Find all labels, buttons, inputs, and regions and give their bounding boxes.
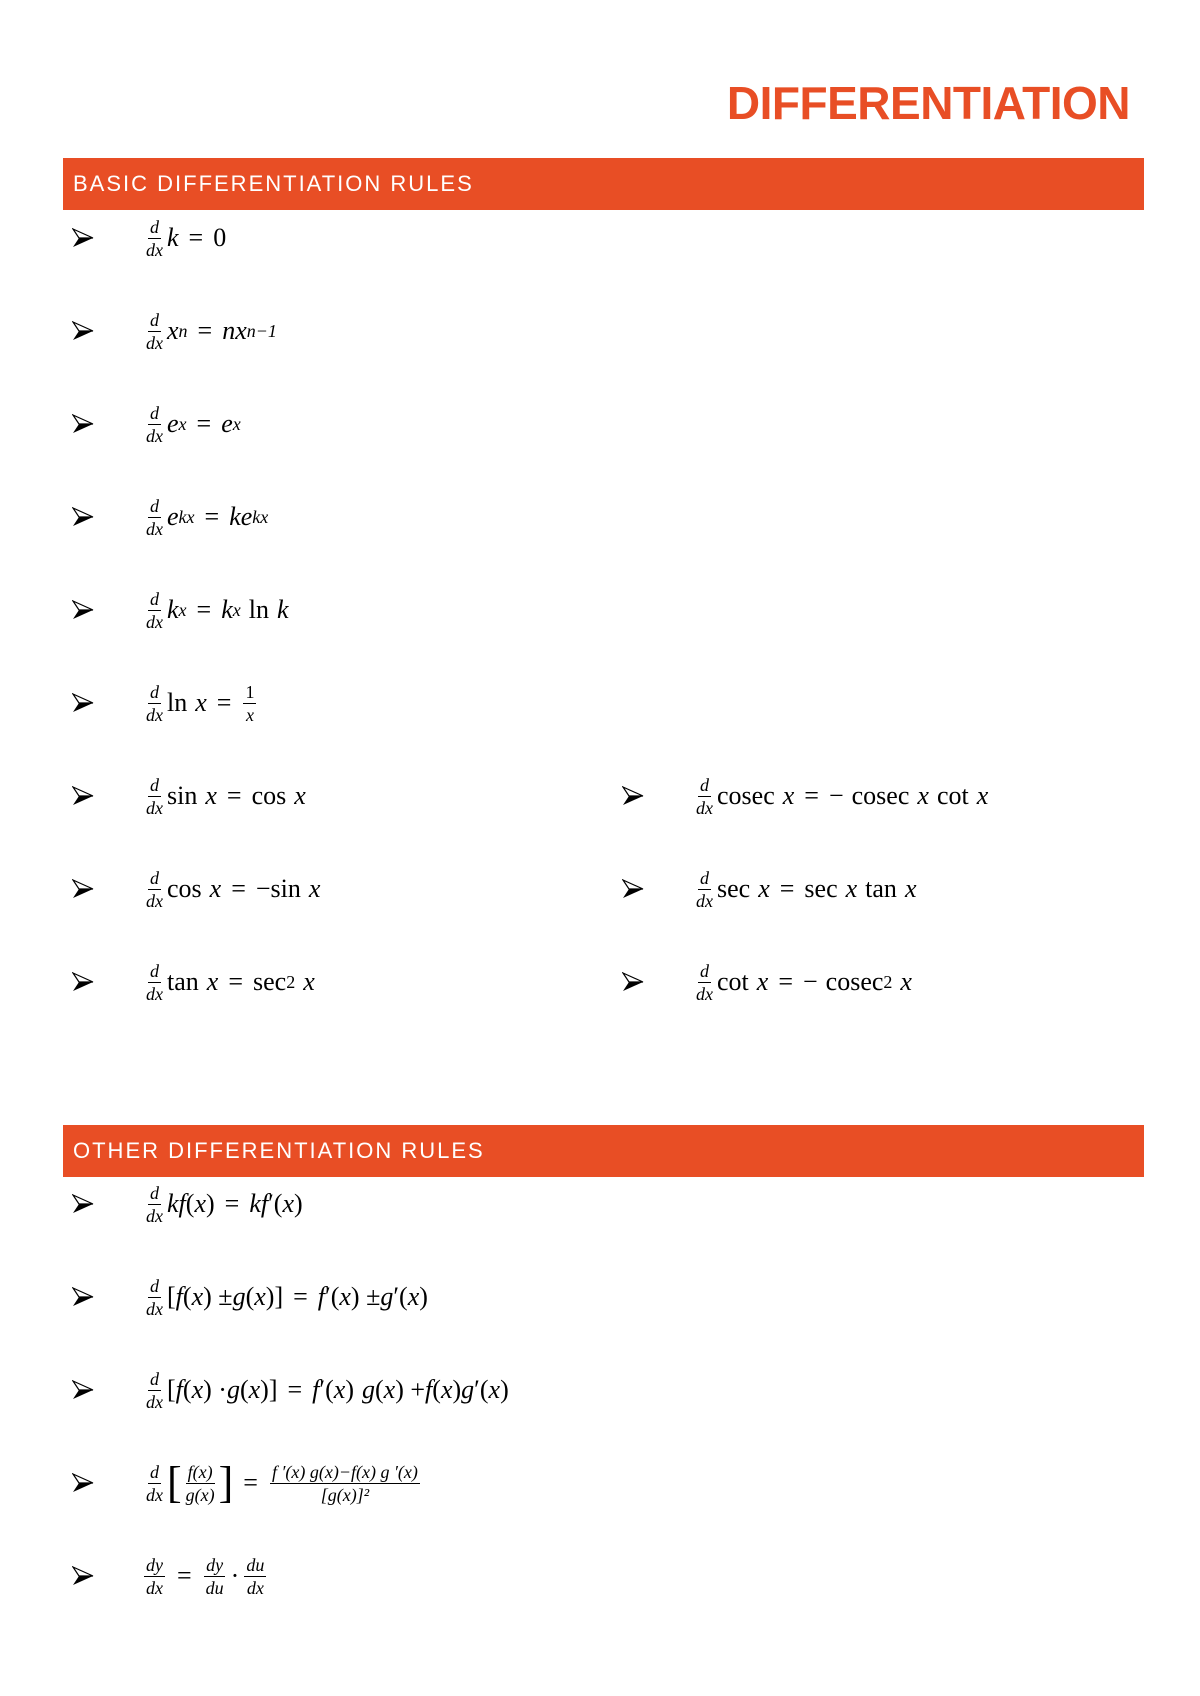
rule-natural-log: $\frac{d}{dx}$ ln x = $\frac{1}{x}$	[72, 681, 258, 726]
rule-tangent: $\frac{d}{dx}$ tan x = sec 2 x	[72, 960, 315, 1005]
arrowhead-bullet-icon	[72, 1380, 142, 1400]
arrowhead-bullet-icon	[72, 786, 142, 806]
arrowhead-bullet-icon	[72, 1194, 142, 1214]
section-heading-other	[63, 1125, 1144, 1177]
page-title: DIFFERENTIATION	[726, 77, 1130, 129]
arrowhead-bullet-icon	[72, 600, 142, 620]
arrowhead-bullet-icon	[72, 879, 142, 899]
rule-derivative-constant: $\frac{d}{dx}$ k = 0	[72, 216, 226, 261]
rule-exponential: $\frac{d}{dx}$ e x = e x	[72, 402, 241, 447]
arrowhead-bullet-icon	[72, 414, 142, 434]
arrowhead-bullet-icon	[72, 228, 142, 248]
rule-general-exponential: $\frac{d}{dx}$ k x = k x ln k	[72, 588, 289, 633]
arrowhead-bullet-icon	[72, 321, 142, 341]
rule-sine: $\frac{d}{dx}$ sin x = cos x	[72, 774, 306, 819]
arrowhead-bullet-icon	[72, 693, 142, 713]
rule-exponential-kx: $\frac{d}{dx}$ e kx = ke kx	[72, 495, 268, 540]
arrowhead-bullet-icon	[72, 1566, 142, 1586]
section-heading-text: BASIC DIFFERENTIATION RULES	[73, 171, 474, 196]
rule-quotient: $\frac{d}{dx}$ [ $\frac{f(x)}{g(x)}$ ] = $\frac{f '(x) g(x)-f(x) g '(x)}{\text{[g(x)]²}}$	[72, 1461, 422, 1506]
rule-product: $\frac{d}{dx}$ [ f ( x ) · g ( x )] = f ′( x ) g ( x ) + f ( x ) g ′( x )	[72, 1368, 509, 1413]
rule-cosine: $\frac{d}{dx}$ cos x = −sin x	[72, 867, 320, 912]
arrowhead-bullet-icon	[72, 1287, 142, 1307]
section-heading-text: OTHER DIFFERENTIATION RULES	[73, 1138, 485, 1163]
rule-power: $\frac{d}{dx}$ x n = nx n−1	[72, 309, 277, 354]
rule-secant: $\frac{d}{dx}$ sec x = sec x tan x	[622, 867, 916, 912]
arrowhead-bullet-icon	[72, 507, 142, 527]
rule-sum-difference: $\frac{d}{dx}$ [ f ( x ) ± g ( x )] = f ′( x ) ± g ′( x )	[72, 1275, 428, 1320]
arrowhead-bullet-icon	[622, 879, 692, 899]
arrowhead-bullet-icon	[72, 972, 142, 992]
rule-constant-multiple: $\frac{d}{dx}$ kf ( x ) = kf ′( x )	[72, 1182, 303, 1227]
arrowhead-bullet-icon	[622, 972, 692, 992]
rule-cotangent: $\frac{d}{dx}$ cot x = − cosec 2 x	[622, 960, 912, 1005]
section-heading-basic	[63, 158, 1144, 210]
arrowhead-bullet-icon	[622, 786, 692, 806]
rule-cosecant: $\frac{d}{dx}$ cosec x = − cosec x cot x	[622, 774, 988, 819]
rule-chain: $\frac{dy}{dx}$ = $\frac{dy}{du}$ · $\frac{du}{dx}$	[72, 1554, 268, 1599]
arrowhead-bullet-icon	[72, 1473, 142, 1493]
